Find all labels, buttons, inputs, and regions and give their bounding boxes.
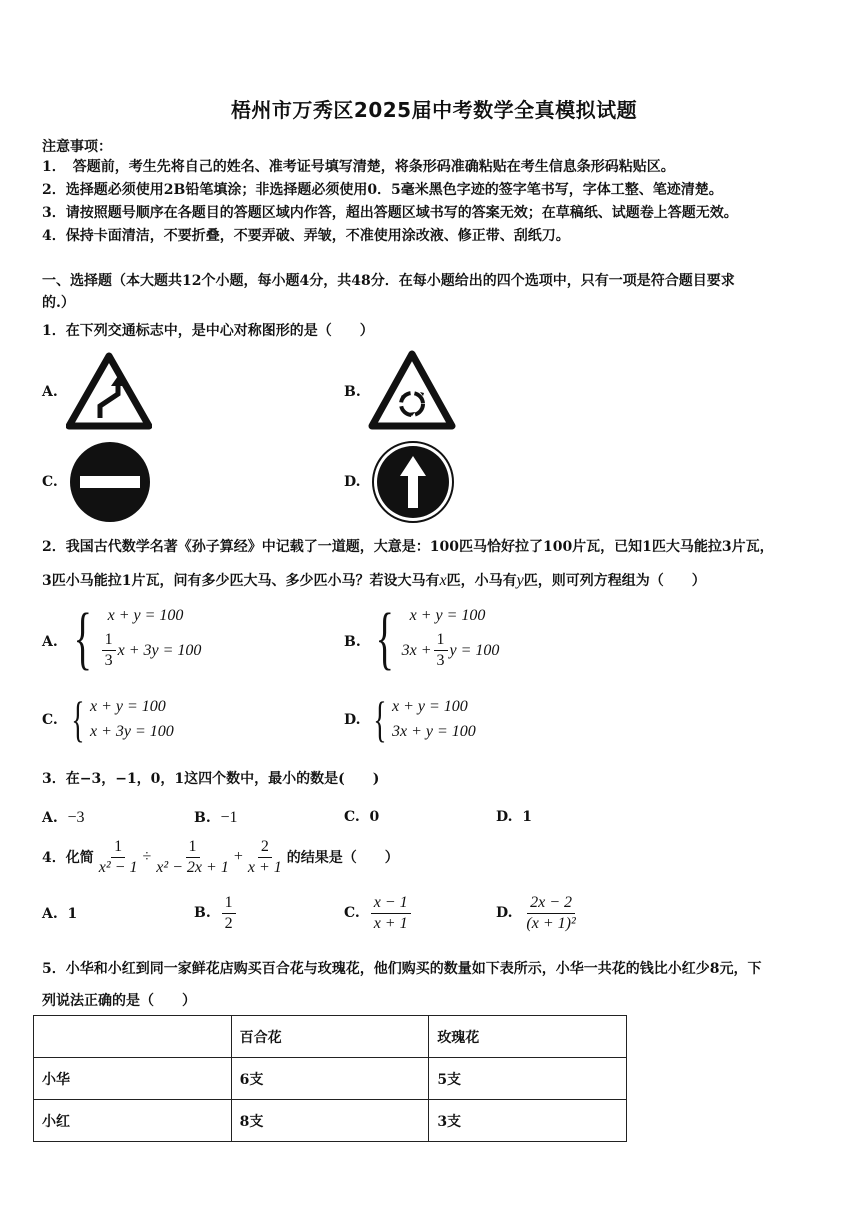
table-cell: 小华 — [34, 1058, 232, 1100]
notice-heading: 注意事项： — [42, 139, 112, 155]
table-cell: 3支 — [429, 1100, 627, 1142]
page-title: 梧州市万秀区2025届中考数学全真模拟试题 — [230, 98, 638, 122]
straight-ahead-sign-icon — [370, 440, 456, 524]
q1-option-a-label: A. — [42, 384, 58, 400]
table-header-lily: 百合花 — [231, 1016, 429, 1058]
roundabout-sign-icon — [368, 350, 456, 430]
q5-table — [33, 1015, 627, 1142]
notice-item-1: 1． 答题前，考生先将自己的姓名、准考证号填写清楚，将条形码准确粘贴在考生信息条形码粘贴区。 — [42, 159, 675, 175]
q4-option-d: D. $\frac{2x - 2}{\text{(x + 1)²}}$ — [496, 893, 576, 932]
q3-stem: 3．在−3，−1，0，1这四个数中，最小的数是( ) — [42, 771, 380, 787]
table-row — [34, 1100, 627, 1142]
q2-option-c-label: C. — [42, 712, 58, 728]
q1-option-c-label: C. — [42, 474, 58, 490]
table-cell: 5支 — [429, 1058, 627, 1100]
section-heading-line1: 一、选择题（本大题共12个小题，每小题4分，共48分．在每小题给出的四个选项中，只有一项是符合题目要求 — [42, 273, 735, 289]
q2-option-d-label: D. — [344, 712, 361, 728]
q5-stem-line1: 5．小华和小红到同一家鲜花店购买百合花与玫瑰花，他们购买的数量如下表所示，小华一共花的钱比小红少8元，下 — [42, 961, 762, 977]
no-entry-sign-icon — [66, 440, 154, 524]
q2-stem-line2: 3匹小马能拉1片瓦，问有多少匹大马、多少匹小马？若设大马有x匹，小马有y匹，则可列方程组为（ ） — [42, 572, 706, 589]
table-cell: 6支 — [231, 1058, 429, 1100]
q4-option-b: B. $\frac{1}{2}$ — [194, 890, 238, 936]
table-cell — [34, 1016, 232, 1058]
table-row — [34, 1016, 627, 1058]
q4-option-c: C. $\frac{x - 1}{x + 1}$ — [344, 890, 413, 936]
table-header-rose: 玫瑰花 — [429, 1016, 627, 1058]
table-row — [34, 1058, 627, 1100]
q2-option-c-system: { x + y = 100 x + 3y = 100 — [71, 691, 174, 747]
q2-option-b-label: B. — [344, 634, 361, 650]
q4-option-a: A. 1 — [42, 906, 78, 922]
reverse-curve-sign-icon — [66, 352, 152, 430]
q5-stem-line2: 列说法正确的是（ ） — [42, 993, 196, 1009]
notice-item-3: 3．请按照题号顺序在各题目的答题区域内作答，超出答题区域书写的答案无效；在草稿纸、试题卷上答题无效。 — [42, 205, 738, 221]
q2-option-b-system: { x + y = 100 3x + $\frac{1}{3}$ y = 100 — [375, 600, 500, 677]
q1-option-b-label: B. — [344, 384, 361, 400]
table-cell: 小红 — [34, 1100, 232, 1142]
q2-option-a-label: A. — [42, 634, 58, 650]
notice-item-4: 4．保持卡面清洁，不要折叠，不要弄破、弄皱，不准使用涂改液、修正带、刮纸刀。 — [42, 228, 570, 244]
section-heading-line2: 的.） — [42, 295, 75, 311]
q3-option-a: A. −3 — [42, 809, 85, 826]
q4-stem: 4．化简 $\frac{1}{\text{x² − 1}}$ ÷ $\frac{1}{\text{x² − 2x + 1}}$ + $\frac{2}{x + 1}$ 的结果是（ ） — [42, 837, 399, 876]
q3-option-d: D. 1 — [496, 809, 533, 825]
table-cell: 8支 — [231, 1100, 429, 1142]
q1-stem: 1．在下列交通标志中，是中心对称图形的是（ ） — [42, 323, 374, 339]
notice-item-2: 2．选择题必须使用2B铅笔填涂；非选择题必须使用0．5毫米黑色字迹的签字笔书写，字体工整、笔迹清楚。 — [42, 182, 723, 198]
q2-option-d-system: { x + y = 100 3x + y = 100 — [373, 691, 476, 747]
q3-option-c: C. 0 — [344, 809, 380, 825]
q2-stem-line1: 2．我国古代数学名著《孙子算经》中记载了一道题，大意是：100匹马恰好拉了100片瓦，已知1匹大马能拉3片瓦， — [42, 539, 774, 555]
q2-option-a-system: { x + y = 100 $\frac{1}{3}$ x + 3y = 100 — [73, 600, 202, 677]
q3-option-b: B. −1 — [194, 809, 238, 826]
q1-option-d-label: D. — [344, 474, 361, 490]
